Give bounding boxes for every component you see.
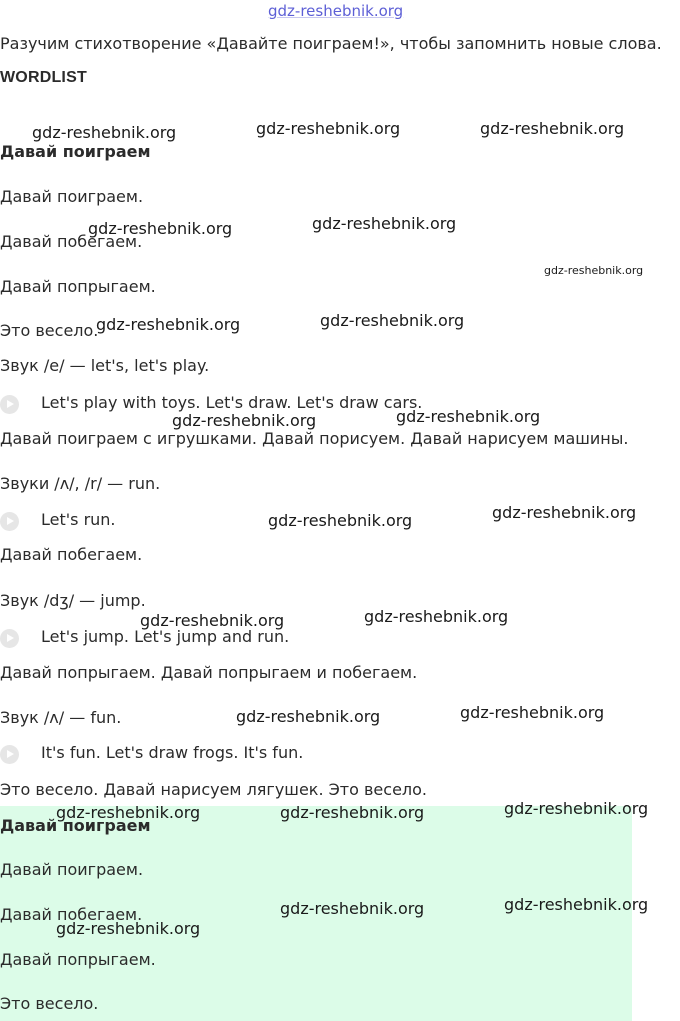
poem-line: Давай поиграем. <box>0 187 144 206</box>
sound-label: Звук /dʒ/ — jump. <box>0 591 146 610</box>
watermark: gdz-reshebnik.org <box>56 803 201 822</box>
watermark: gdz-reshebnik.org <box>312 214 457 233</box>
watermark: gdz-reshebnik.org <box>320 311 465 330</box>
watermark: gdz-reshebnik.org <box>172 411 317 430</box>
answer-line: Давай попрыгаем. <box>0 950 156 969</box>
wordlist-heading: WORDLIST <box>0 69 87 86</box>
audio-row <box>0 743 640 765</box>
audio-text: It's fun. Let's draw frogs. It's fun. <box>41 743 304 762</box>
watermark: gdz-reshebnik.org <box>460 703 605 722</box>
watermark: gdz-reshebnik.org <box>56 919 201 938</box>
play-icon[interactable] <box>0 745 19 764</box>
poem-title: Давай поиграем <box>0 142 151 161</box>
watermark: gdz-reshebnik.org <box>280 803 425 822</box>
audio-row <box>0 393 640 415</box>
watermark: gdz-reshebnik.org <box>236 707 381 726</box>
translation-text: Это весело. Давай нарисуем лягушек. Это весело. <box>0 780 428 799</box>
play-icon[interactable] <box>0 512 19 531</box>
poem-line: Давай побегаем. <box>0 232 143 251</box>
watermark: gdz-reshebnik.org <box>96 315 241 334</box>
watermark: gdz-reshebnik.org <box>280 899 425 918</box>
answer-line: Это весело. <box>0 994 99 1013</box>
watermark: gdz-reshebnik.org <box>396 407 541 426</box>
play-icon[interactable] <box>0 395 19 414</box>
watermark: gdz-reshebnik.org <box>256 119 401 138</box>
sound-label: Звуки /ʌ/, /r/ — run. <box>0 474 161 493</box>
translation-text: Давай попрыгаем. Давай попрыгаем и побегаем. <box>0 663 418 682</box>
watermark: gdz-reshebnik.org <box>504 895 649 914</box>
watermark: gdz-reshebnik.org <box>88 219 233 238</box>
answer-title: Давай поиграем <box>0 816 151 835</box>
audio-text: Let's run. <box>41 510 116 529</box>
translation-text: Давай побегаем. <box>0 545 143 564</box>
translation-text: Давай поиграем с игрушками. Давай порисуем. Давай нарисуем машины. <box>0 429 629 448</box>
intro-text: Разучим стихотворение «Давайте поиграем!», чтобы запомнить новые слова. <box>0 34 662 53</box>
watermark: gdz-reshebnik.org <box>480 119 625 138</box>
answer-line: Давай побегаем. <box>0 905 143 924</box>
poem-line: Это весело. <box>0 321 99 340</box>
watermark: gdz-reshebnik.org <box>364 607 509 626</box>
sound-label: Звук /e/ — let's, let's play. <box>0 356 210 375</box>
watermark: gdz-reshebnik.org <box>32 123 177 142</box>
play-icon[interactable] <box>0 629 19 648</box>
audio-text: Let's play with toys. Let's draw. Let's draw cars. <box>41 393 423 412</box>
audio-row <box>0 627 640 649</box>
poem-line: Давай попрыгаем. <box>0 277 156 296</box>
watermark: gdz-reshebnik.org <box>504 799 649 818</box>
watermark: gdz-reshebnik.org <box>544 264 644 277</box>
answer-line: Давай поиграем. <box>0 860 144 879</box>
watermark-top-link[interactable]: gdz-reshebnik.org <box>268 2 404 20</box>
watermark: gdz-reshebnik.org <box>140 611 285 630</box>
sound-label: Звук /ʌ/ — fun. <box>0 708 122 727</box>
watermark: gdz-reshebnik.org <box>492 503 637 522</box>
audio-text: Let's jump. Let's jump and run. <box>41 627 290 646</box>
watermark: gdz-reshebnik.org <box>268 511 413 530</box>
